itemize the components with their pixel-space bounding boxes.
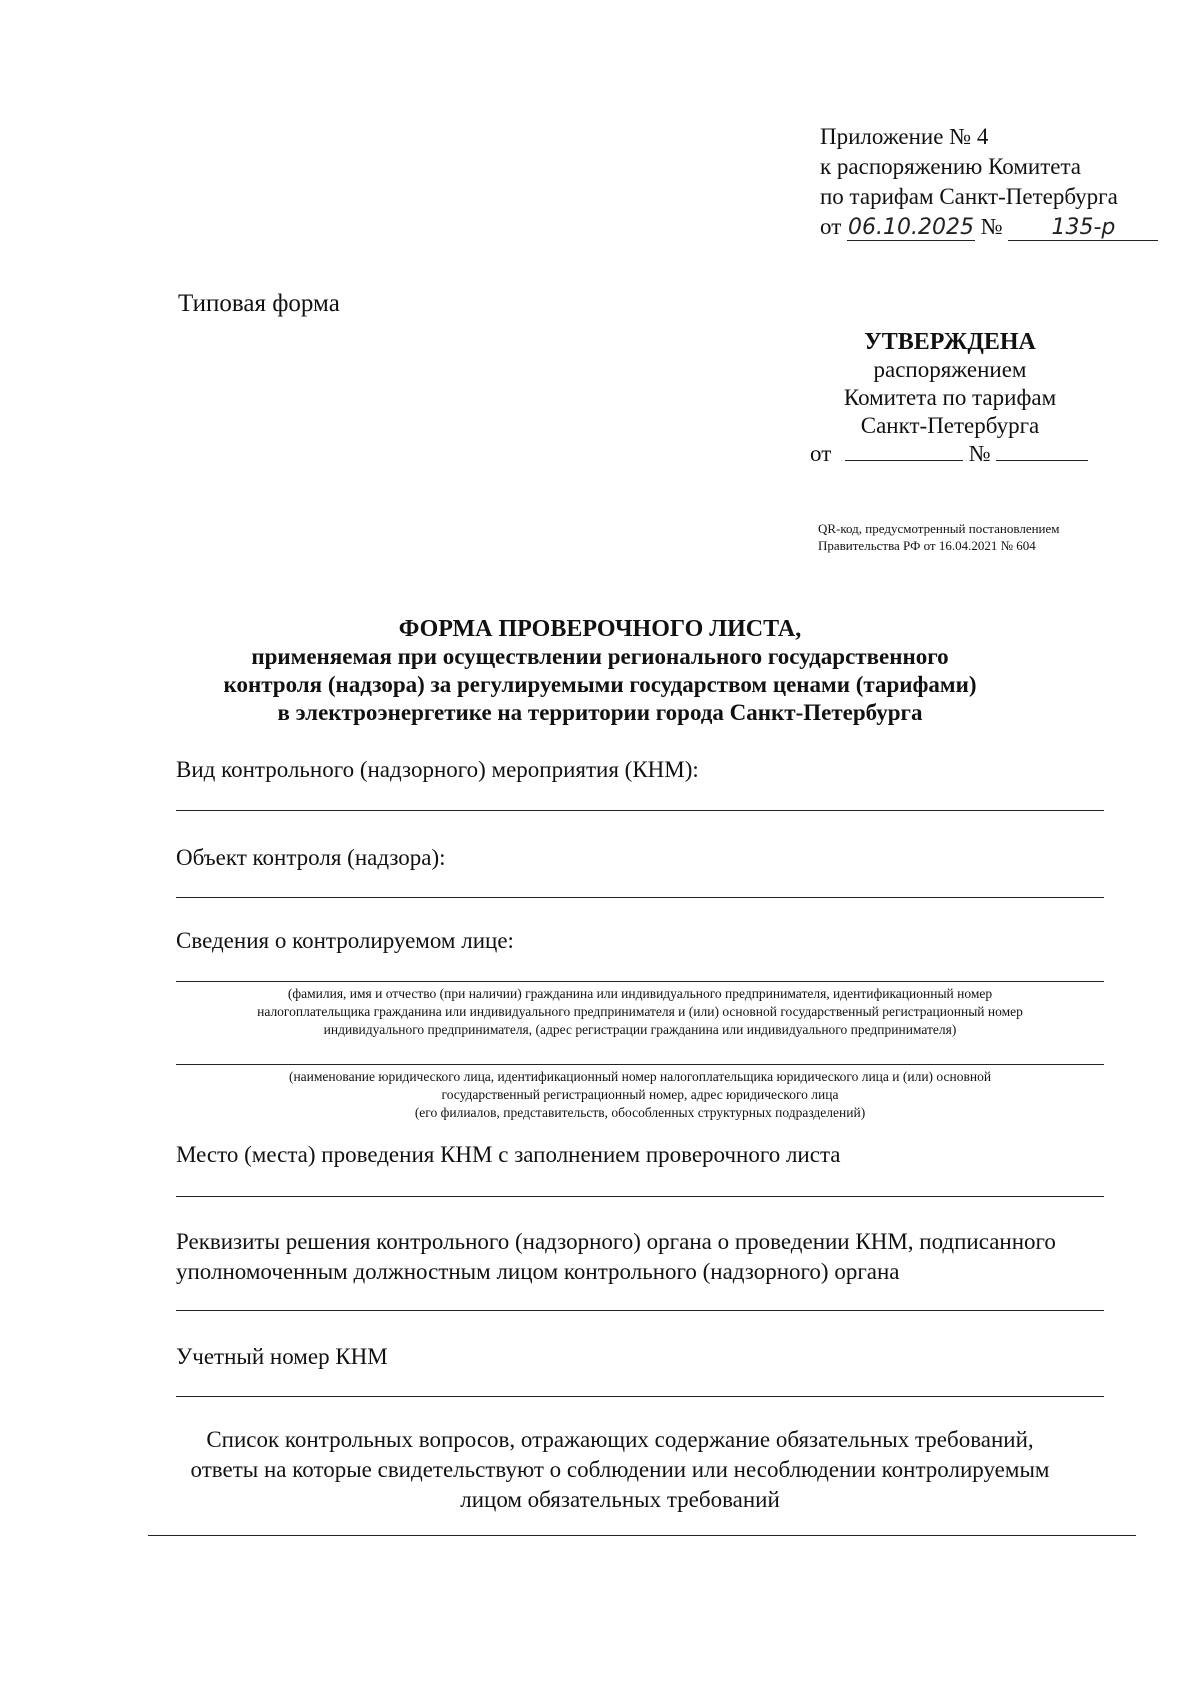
field-decision-label (176, 1227, 1056, 1287)
appendix-date-line (820, 212, 1158, 242)
qr-note-line-1: QR-код, предусмотренный постановлением (818, 521, 1060, 536)
questions-heading (150, 1425, 1090, 1515)
appendix-line-1: Приложение № 4 (820, 124, 989, 149)
questions-heading-line-3: лицом обязательных требований (460, 1487, 780, 1512)
field-decision-line-2-text: уполномоченным должностным лицом контрольного (надзорного) органа (176, 1259, 900, 1284)
appendix-date-handwritten: 06.10.2025 (848, 215, 974, 240)
field-object-label: Объект контроля (надзора): (176, 845, 446, 870)
form-title-line-4: в электроэнергетике на территории города Санкт-Петербурга (277, 700, 923, 725)
person-note-1-line-3: индивидуального предпринимателя, (адрес регистрации гражданина или индивидуального предпринимателя) (323, 1022, 957, 1037)
person-note-2-line-2: государственный регистрационный номер, адрес юридического лица (441, 1087, 839, 1102)
approved-line-2: Комитета по тарифам (843, 385, 1057, 410)
approved-from-prefix: от (810, 441, 832, 466)
field-account-line[interactable] (176, 1396, 1104, 1397)
questions-heading-line-1: Список контрольных вопросов, отражающих содержание обязательных требований, (206, 1427, 1034, 1452)
approved-line-3: Санкт-Петербурга (860, 413, 1040, 438)
form-title (150, 615, 1050, 727)
appendix-number-prefix: № (980, 214, 1003, 239)
approved-heading: УТВЕРЖДЕНА (864, 329, 1036, 355)
form-title-line-3: контроля (надзора) за регулируемыми государством ценами (тарифами) (223, 672, 977, 697)
approved-date-line (800, 440, 1100, 468)
field-kind-line[interactable] (176, 810, 1104, 811)
field-kind-label: Вид контрольного (надзорного) мероприятия (КНМ): (176, 757, 699, 782)
field-place-line[interactable] (176, 1196, 1104, 1197)
form-title-main: ФОРМА ПРОВЕРОЧНОГО ЛИСТА, (398, 616, 802, 642)
approved-date-blank (845, 440, 963, 461)
approved-block (800, 328, 1100, 468)
field-place-label: Место (места) проведения КНМ с заполнением проверочного листа (176, 1142, 841, 1167)
field-person-line-2[interactable] (176, 1064, 1104, 1065)
approved-line-1: распоряжением (873, 357, 1027, 382)
approved-number-prefix: № (968, 441, 991, 466)
field-account-label: Учетный номер КНМ (176, 1344, 388, 1369)
qr-note-line-2: Правительства РФ от 16.04.2021 № 604 (818, 538, 1036, 553)
field-decision-line[interactable] (176, 1310, 1104, 1311)
appendix-from-prefix: от (820, 214, 842, 239)
appendix-line-2: к распоряжению Комитета (820, 154, 1081, 179)
field-person-note-1 (176, 985, 1104, 1039)
field-person-line-1[interactable] (176, 981, 1104, 982)
field-decision-line-1-text: Реквизиты решения контрольного (надзорного) органа о проведении КНМ, подписанного (176, 1229, 1056, 1254)
approved-number-blank (996, 440, 1088, 461)
person-note-2-line-1: (наименование юридического лица, идентификационный номер налогоплательщика юридического лица и (или) основной (288, 1069, 992, 1084)
field-object-line[interactable] (176, 897, 1104, 898)
person-note-1-line-1: (фамилия, имя и отчество (при наличии) гражданина или индивидуального предпринимателя, идентификационный номер (287, 986, 993, 1001)
person-note-1-line-2: налогоплательщика гражданина или индивидуального предпринимателя и (или) основной государственный регистрационный номер (257, 1004, 1023, 1019)
questions-bottom-line (148, 1535, 1136, 1536)
field-person-note-2 (176, 1068, 1104, 1122)
appendix-number-handwritten: 135-р (1008, 216, 1158, 241)
appendix-block (820, 122, 1158, 242)
questions-heading-line-2: ответы на которые свидетельствуют о соблюдении или несоблюдении контролируемым (190, 1457, 1050, 1482)
appendix-line-3: по тарифам Санкт-Петербурга (820, 184, 1118, 209)
qr-code-note (818, 520, 1060, 554)
typical-form-label: Типовая форма (178, 290, 340, 317)
person-note-2-line-3: (его филиалов, представительств, обособленных структурных подразделений) (414, 1105, 866, 1120)
field-person-label: Сведения о контролируемом лице: (176, 928, 514, 953)
form-title-line-2: применяемая при осуществлении регионального государственного (251, 644, 949, 669)
